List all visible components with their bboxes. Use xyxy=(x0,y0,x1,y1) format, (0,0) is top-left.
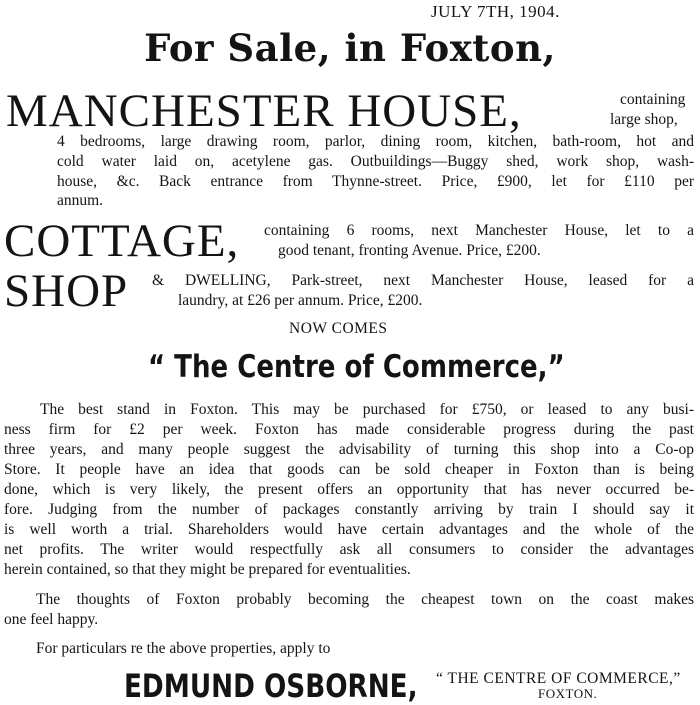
manchester-line-2: cold water laid on, acetylene gas. Outbuildings—Buggy shed, work shop, wash- xyxy=(57,153,694,170)
date-line: JULY 7TH, 1904. xyxy=(431,2,560,21)
cottage-line-1: containing 6 rooms, next Manchester House, let to a xyxy=(264,222,694,239)
manchester-side-line-1: containing xyxy=(620,91,686,108)
manchester-line-1: 4 bedrooms, large drawing room, parlor, dining room, kitchen, bath-room, hot and xyxy=(57,133,694,150)
now-comes: NOW COMES xyxy=(289,320,388,337)
signature-shop: “ THE CENTRE OF COMMERCE,” xyxy=(436,670,681,687)
shop-line-1: & DWELLING, Park-street, next Manchester House, leased for a xyxy=(152,272,694,289)
headline: For Sale, in Foxton, xyxy=(144,26,556,70)
cottage-title: COTTAGE, xyxy=(4,215,240,267)
cottage-line-2: good tenant, fronting Avenue. Price, £200. xyxy=(278,242,541,259)
manchester-line-4: annum. xyxy=(57,192,104,209)
body-line-9: herein contained, so that they might be prepared for eventualities. xyxy=(4,561,411,578)
manchester-line-3: house, &c. Back entrance from Thynne-street. Price, £900, let for £110 per xyxy=(57,173,694,190)
manchester-side-line-2: large shop, xyxy=(610,111,678,128)
body-line-5: done, which is very likely, the present offers an opportunity that has never occurred be- xyxy=(4,481,694,498)
particulars-line: For particulars re the above properties, apply to xyxy=(36,640,331,657)
shop-line-2: laundry, at £26 per annum. Price, £200. xyxy=(178,292,423,309)
body-line-6: fore. Judging from the number of packages constantly arriving by train I should say it xyxy=(4,501,694,518)
body-line-1: The best stand in Foxton. This may be purchased for £750, or leased to any busi- xyxy=(40,401,694,418)
thoughts-line-2: one feel happy. xyxy=(4,611,99,628)
shop-title: SHOP xyxy=(4,265,129,317)
signature-name: EDMUND OSBORNE, xyxy=(124,667,418,705)
thoughts-line-1: The thoughts of Foxton probably becoming the cheapest town on the coast makes xyxy=(36,591,694,608)
body-line-3: three years, and many people suggest the advisability of turning this shop into a Co-op xyxy=(4,441,694,458)
body-line-8: net profits. The writer would respectfully ask all consumers to consider the advantages xyxy=(4,541,694,558)
body-line-2: ness firm for £2 per week. Foxton has made considerable progress during the past xyxy=(4,421,694,438)
body-line-4: Store. It people have an idea that goods can be sold cheaper in Foxton than is being xyxy=(4,461,694,478)
signature-town: FOXTON. xyxy=(538,686,598,701)
body-line-7: is well worth a trial. Shareholders would have certain advantages and the whole of the xyxy=(4,521,694,538)
centre-of-commerce-heading: “ The Centre of Commerce,” xyxy=(148,349,565,385)
manchester-house-title: MANCHESTER HOUSE, xyxy=(6,85,522,137)
